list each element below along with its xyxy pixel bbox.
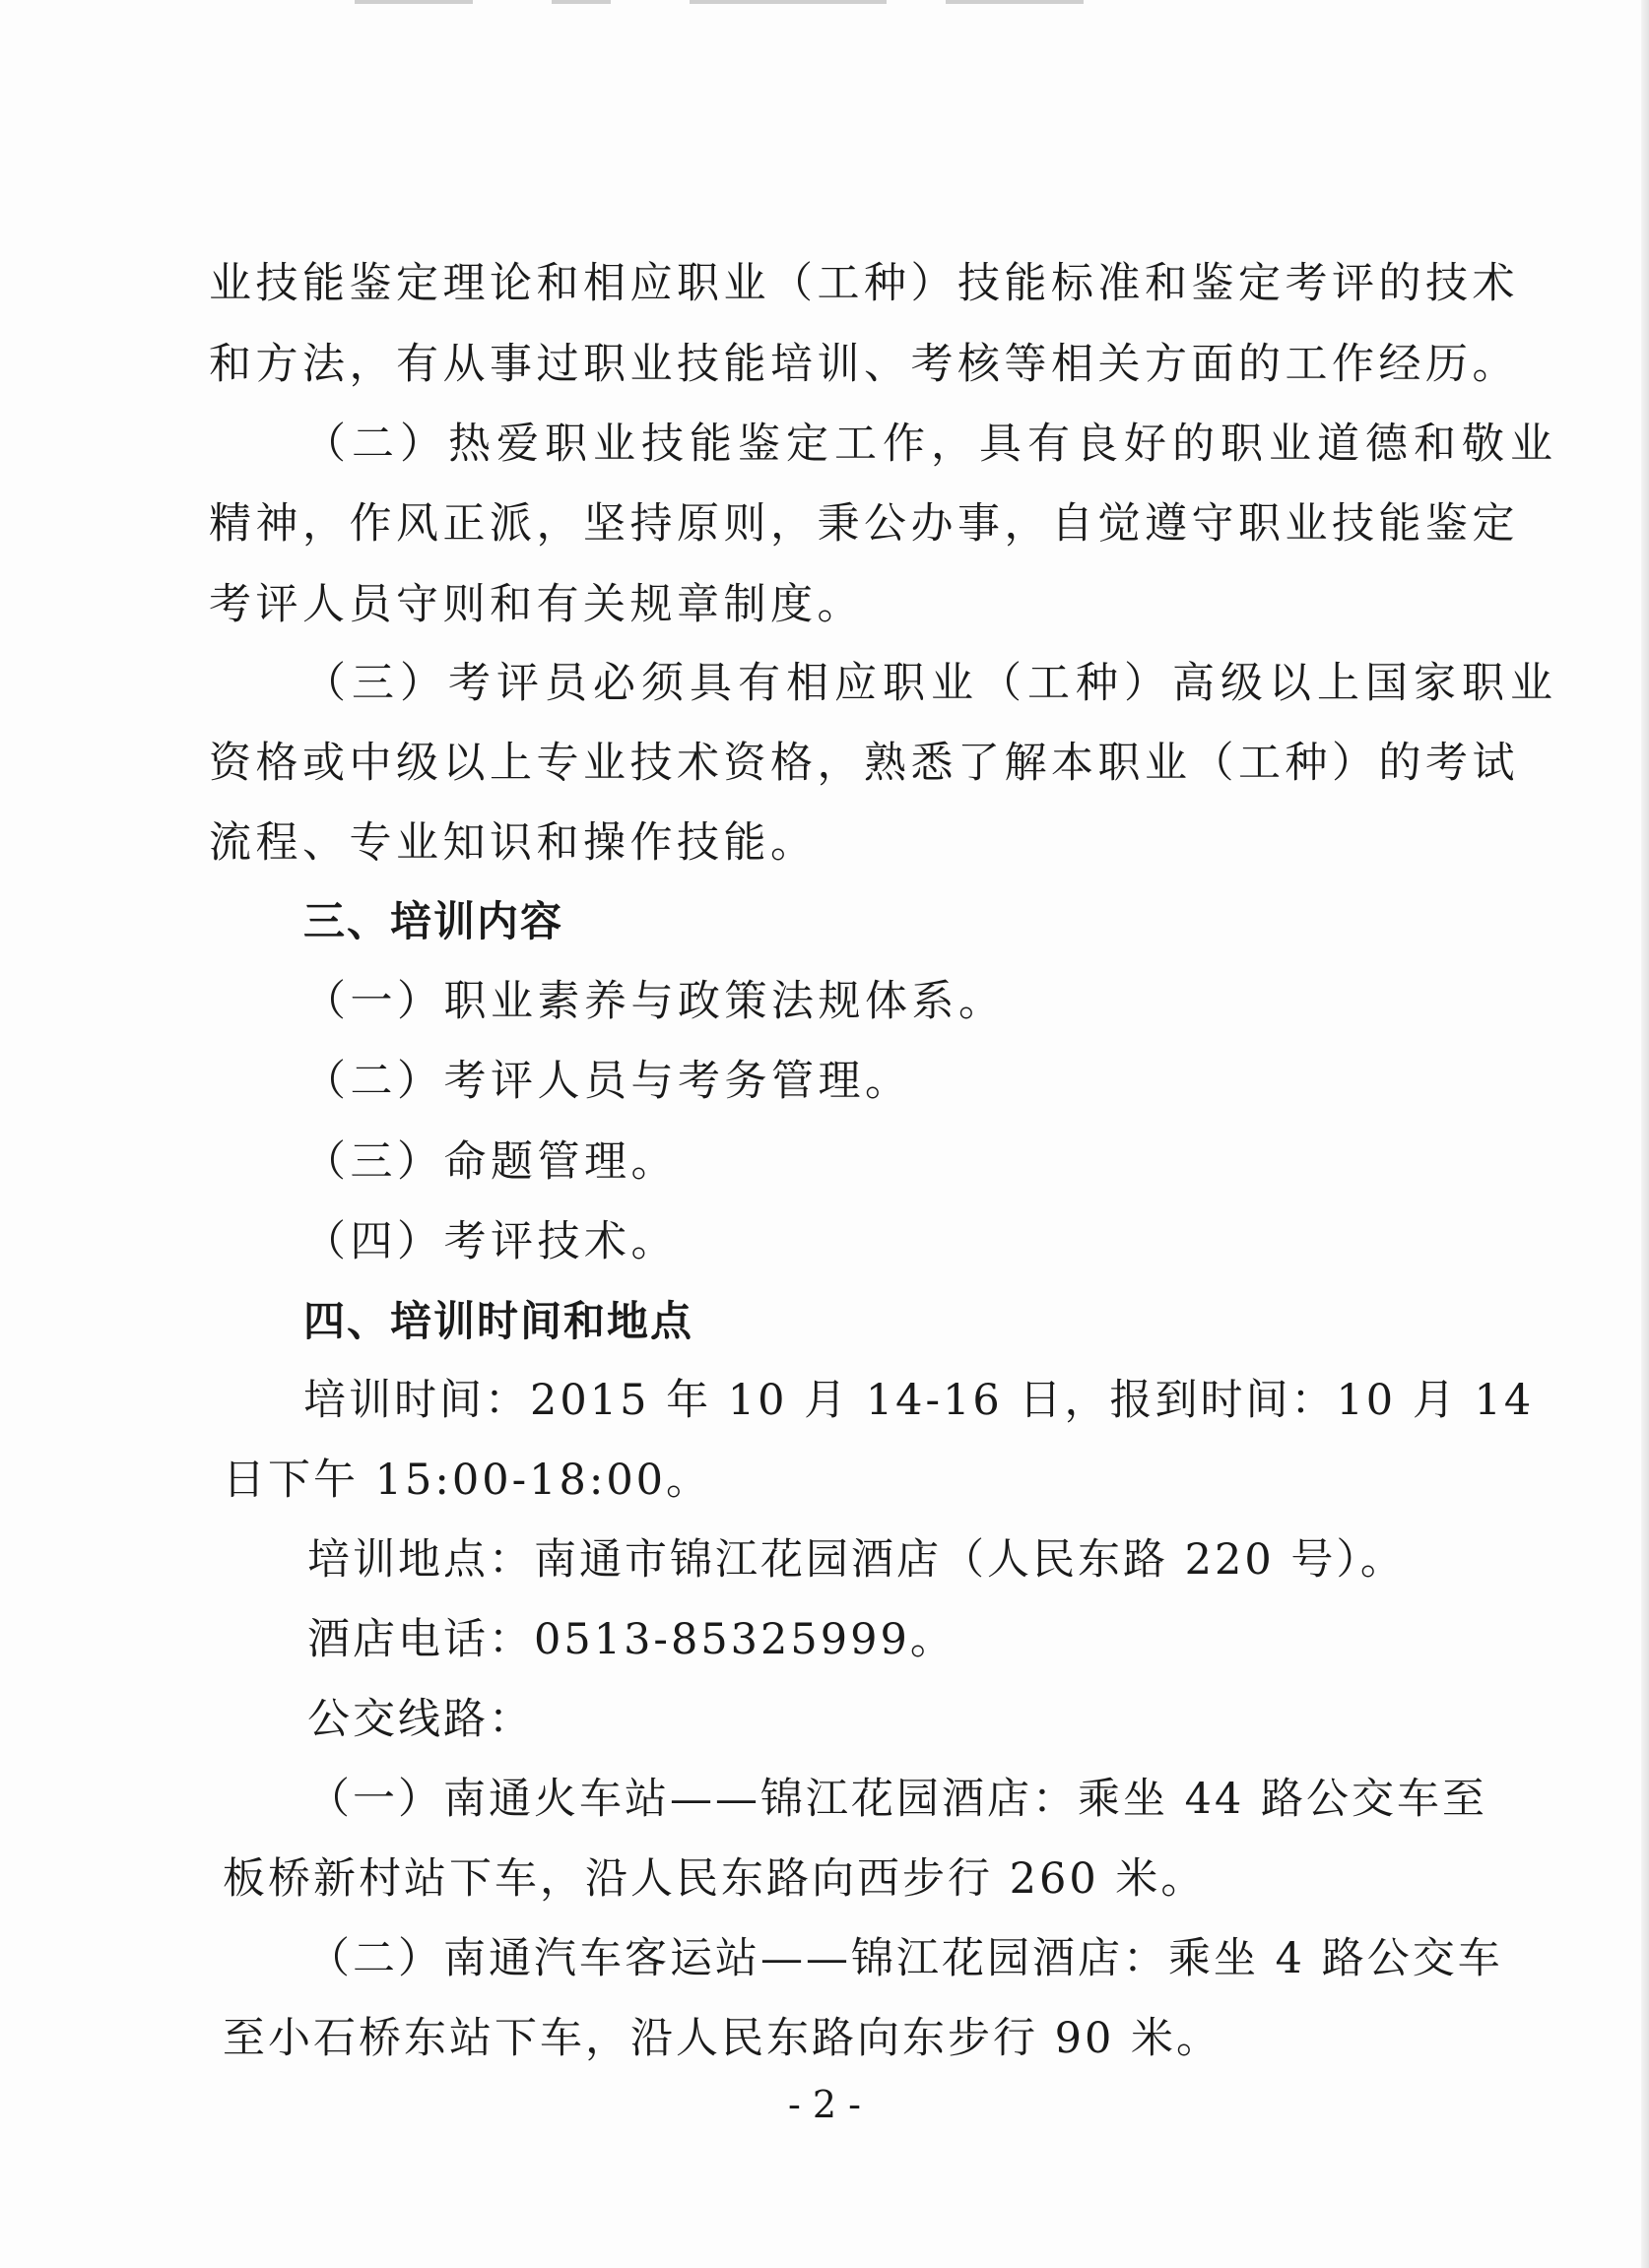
text-line: （二）南通汽车客运站——锦江花园酒店：乘坐 4 路公交车 xyxy=(307,1934,1503,1983)
text-line: 酒店电话：0513-85325999。 xyxy=(307,1615,956,1664)
text-line: 和方法，有从事过职业技能培训、考核等相关方面的工作经历。 xyxy=(209,340,1519,389)
text-line: 资格或中级以上专业技术资格，熟悉了解本职业（工种）的考试 xyxy=(209,739,1519,788)
scan-mark xyxy=(690,0,887,4)
text-line: 公交线路： xyxy=(307,1695,534,1744)
list-item: （四）考评技术。 xyxy=(303,1217,678,1266)
scan-mark xyxy=(552,0,611,4)
text-line: 培训时间：2015 年 10 月 14-16 日，报到时间：10 月 14 xyxy=(303,1376,1535,1425)
section-heading: 四、培训时间和地点 xyxy=(303,1297,694,1345)
list-item: （二）考评人员与考务管理。 xyxy=(303,1057,912,1106)
list-item: （三）命题管理。 xyxy=(303,1137,678,1187)
text-line: 业技能鉴定理论和相应职业（工种）技能标准和鉴定考评的技术 xyxy=(209,259,1519,308)
text-line: 精神，作风正派，坚持原则，秉公办事，自觉遵守职业技能鉴定 xyxy=(209,499,1519,549)
page-number: - 2 - xyxy=(787,2083,861,2126)
text-line: 至小石桥东站下车，沿人民东路向东步行 90 米。 xyxy=(223,2014,1222,2063)
scan-edge xyxy=(1641,0,1649,2268)
text-line: （二）热爱职业技能鉴定工作，具有良好的职业道德和敬业 xyxy=(303,420,1558,469)
text-line: 日下午 15:00-18:00。 xyxy=(223,1456,712,1505)
list-item: （一）职业素养与政策法规体系。 xyxy=(303,977,1006,1026)
text-line: 流程、专业知识和操作技能。 xyxy=(209,818,818,868)
text-line: （一）南通火车站——锦江花园酒店：乘坐 44 路公交车至 xyxy=(307,1775,1488,1824)
text-line: 培训地点：南通市锦江花园酒店（人民东路 220 号）。 xyxy=(307,1535,1406,1585)
scan-mark xyxy=(946,0,1084,4)
text-line: 板桥新村站下车，沿人民东路向西步行 260 米。 xyxy=(223,1854,1207,1904)
text-line: 考评人员守则和有关规章制度。 xyxy=(209,580,864,629)
text-line: （三）考评员必须具有相应职业（工种）高级以上国家职业 xyxy=(303,659,1558,708)
section-heading: 三、培训内容 xyxy=(303,897,564,945)
scan-mark xyxy=(355,0,473,4)
